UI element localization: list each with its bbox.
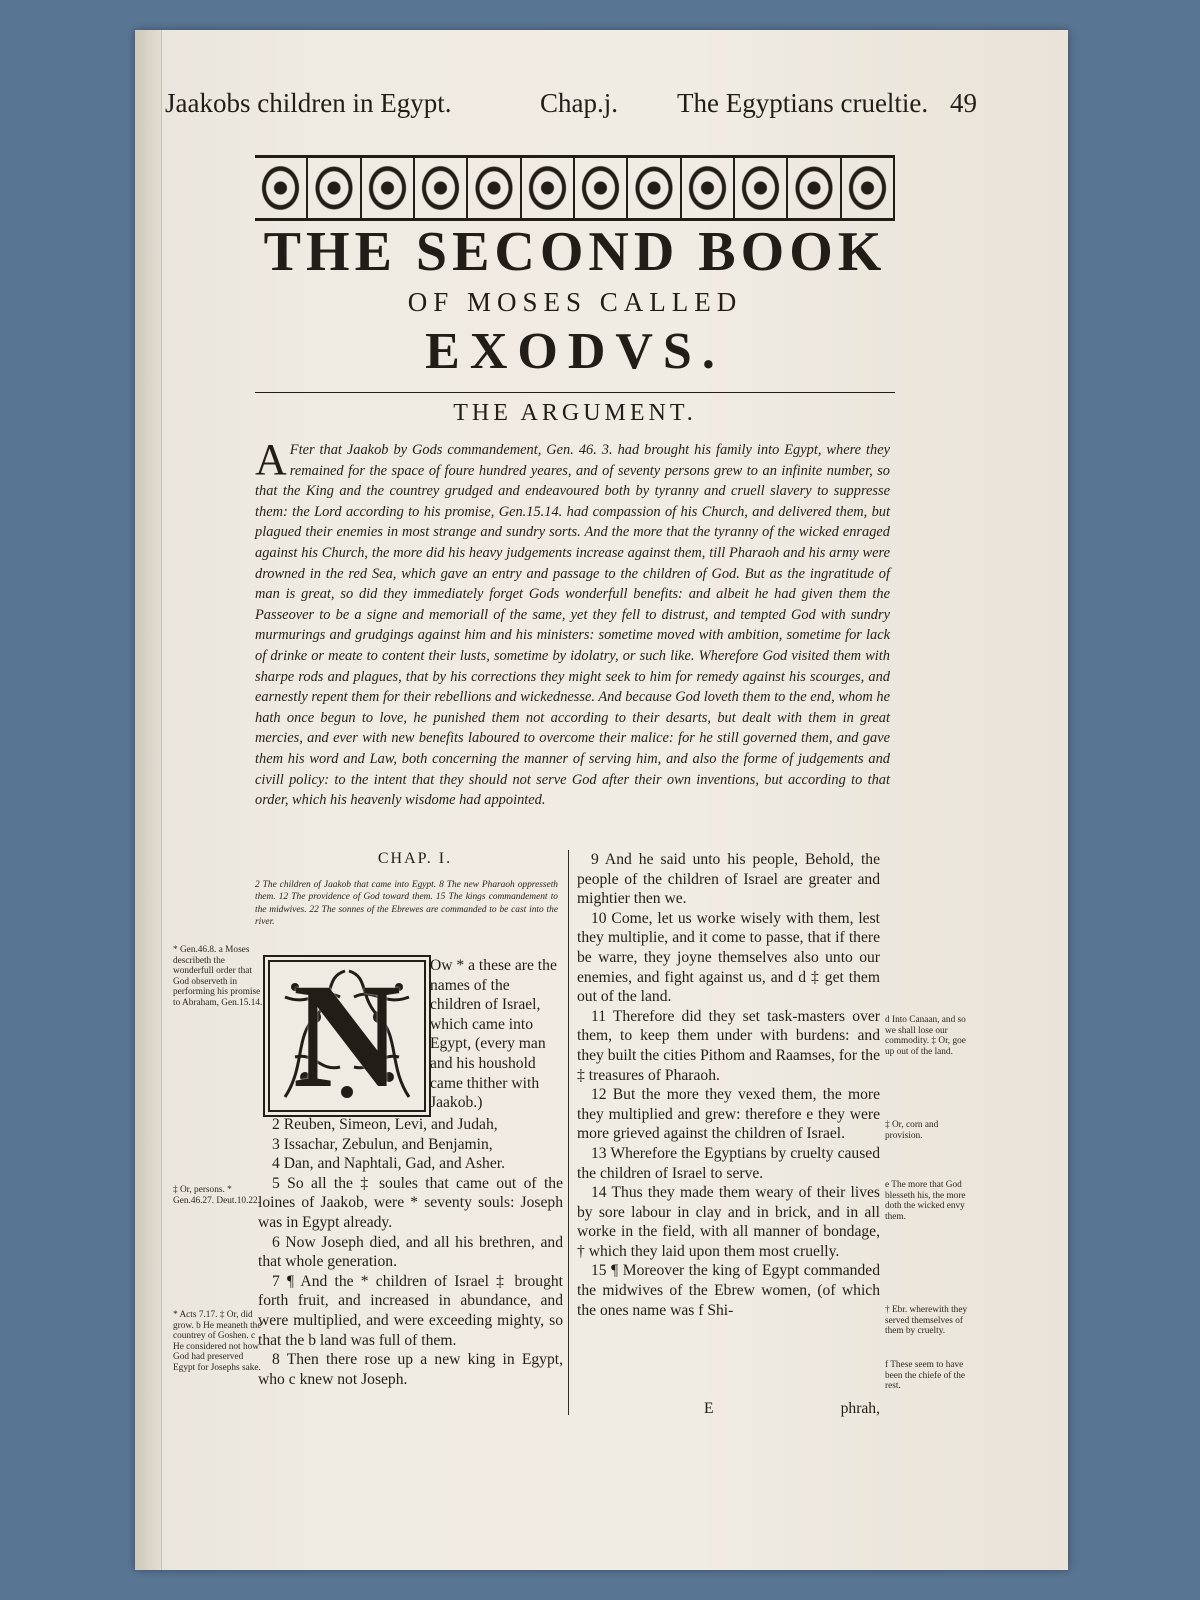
margin-note-left: ‡ Or, persons. * Gen.46.27. Deut.10.22.: [173, 1185, 261, 1206]
title-rule: [255, 392, 895, 393]
right-column-verses: [577, 850, 880, 1320]
verse: 15 ¶ Moreover the king of Egypt commanded the midwives of the Ebrew women, (of which the ones name was f Shi-: [577, 1262, 880, 1319]
chapter-summary: 2 The children of Jaakob that came into Egypt. 8 The new Pharaoh oppresseth them. 12 The providence of God toward them. 15 The kings commandement to the midwives. 22 The sonnes of the Ebrewes are commanded to be cast into the river.: [255, 880, 558, 928]
verse: 12 But the more they vexed them, the more they multiplied and grew: therefore e they were more grieved against the children of Israel.: [577, 1086, 880, 1143]
ornament-tile: [735, 158, 788, 218]
page-footer: [577, 1400, 880, 1418]
verse: 11 Therefore did they set task-masters over them, to keep them under with burdens: and they built the cities Pithom and Raamses, for the ‡ treasures of Pharaoh.: [577, 1007, 880, 1084]
verse: 6 Now Joseph died, and all his brethren, and that whole generation.: [258, 1233, 563, 1271]
book-name: EXODVS.: [425, 323, 725, 380]
margin-note-right: f These seem to have been the chiefe of the rest.: [885, 1360, 966, 1392]
verse: 7 ¶ And the * children of Israel ‡ brought forth fruit, and increased in abundance, and were multiplied, and were exceeding mighty, so that the b land was full of them.: [258, 1272, 563, 1349]
book-page: [135, 30, 1068, 1570]
book-title: THE SECOND BOOK: [263, 221, 887, 283]
argument-paragraph: [255, 435, 890, 811]
argument-heading: THE ARGUMENT.: [453, 400, 697, 426]
dropcap-letter: N: [292, 953, 402, 1119]
ornament-tile: [255, 158, 308, 218]
verse: 10 Come, let us worke wisely with them, lest they multiplie, and it come to passe, that if there be warre, they joyne themselves also unto our enemies, and fight against us, and d ‡ get them out of the land.: [577, 909, 880, 1006]
running-head-right: The Egyptians crueltie.: [677, 88, 929, 118]
ornament-tile: [522, 158, 575, 218]
margin-note-right: † Ebr. wherewith they served themselves of them by cruelty.: [885, 1305, 968, 1337]
ornament-tile: [468, 158, 521, 218]
running-head-chapter: Chap.j.: [540, 88, 618, 118]
ornament-tile: [362, 158, 415, 218]
ornament-tile: [575, 158, 628, 218]
decorated-initial: [263, 955, 431, 1117]
left-column-verses: [258, 1115, 563, 1389]
verse: 13 Wherefore the Egyptians by cruelty caused the children of Israel to serve.: [577, 1144, 880, 1182]
margin-note-left: * Gen.46.8. a Moses describeth the wonderfull order that God observeth in performing his promise to Abraham, Gen.15.14.: [173, 945, 263, 1008]
book-subtitle: OF MOSES CALLED: [407, 287, 743, 317]
verse: 5 So all the ‡ soules that came out of the loines of Jaakob, were * seventy souls: Joseph was in Egypt already.: [258, 1174, 563, 1231]
verse: 2 Reuben, Simeon, Levi, and Judah,: [272, 1116, 498, 1133]
ornament-tile: [682, 158, 735, 218]
verse: 4 Dan, and Naphtali, Gad, and Asher.: [272, 1155, 505, 1173]
ornament-tile: [788, 158, 841, 218]
running-head-left: Jaakobs children in Egypt.: [165, 88, 452, 118]
ornament-band: [255, 155, 895, 221]
verse-1: Ow * a these are the names of the children of Israel, which came into Egypt, (every man and his houshold came thither with Jaakob.): [430, 957, 557, 1112]
margin-note-right: d Into Canaan, and so we shall lose our commodity. ‡ Or, goe up out of the land.: [885, 1015, 966, 1057]
page-number: 49: [950, 88, 977, 118]
catchword: phrah,: [840, 1400, 880, 1417]
ornament-tile: [842, 158, 895, 218]
ornament-tile: [415, 158, 468, 218]
column-divider: [568, 850, 569, 1415]
margin-note-right: e The more that God blesseth his, the more doth the wicked envy them.: [885, 1180, 966, 1222]
chapter-heading: CHAP. I.: [377, 850, 453, 867]
margin-note-right: ‡ Or, corn and provision.: [885, 1120, 939, 1141]
ornament-tile: [628, 158, 681, 218]
verse: 3 Issachar, Zebulun, and Benjamin,: [272, 1135, 493, 1153]
argument-initial: A: [255, 435, 287, 484]
argument-text: Fter that Jaakob by Gods commandement, Gen. 46. 3. had brought his family into Egypt, where they remained for the space of foure hundred yeares, and of seventy persons grew to an infinite number, so that the King and the countrey grudged and endeavoured both by tyranny and cruell slavery to suppresse them: the Lord according to his promise, Gen.15.14. had compassion of his Church, and delivered them, but plagued their enemies in most strange and sundry sorts. And the more that the tyranny of the wicked enraged against his Church, the more did his heavy judgements increase against them, till Pharaoh and his army were drowned in the red Sea, which gave an entry and passage to the children of God. But as the ingratitude of man is great, so did they immediately forget Gods wonderfull benefits: and albeit he had given them the Passeover to be a signe and memoriall of the same, yet they fell to distrust, and tempted God with sundry murmurings and grudgings against him and his ministers: sometime moved with ambition, sometime for lack of drinke or meate to content their lusts, sometime by idolatry, or such like. Wherefore God visited them with sharpe rods and plagues, that by his corrections they might seek to him for remedy against his scourges, and earnestly repent them for their rebellions and wickednesse. And because God loveth them to the end, whom he hath once begun to love, he punished them not according to their desarts, but dealt with them in great mercies, and ever with new benefits laboured to overcome their malice: for he still governed them, and gave them his word and Law, both concerning the manner of serving him, and also the forme of judgements and civill policy: to the intent that they should not serve God after their own inventions, but according to that order, which his heavenly wisdome had appointed.: [255, 442, 890, 809]
ornament-tile: [308, 158, 361, 218]
margin-note-left: * Acts 7.17. ‡ Or, did grow. b He meaneth the countrey of Goshen. c He considered not how God had preserved Egypt for Josephs sake.: [173, 1310, 262, 1373]
verse: 8 Then there rose up a new king in Egypt, who c knew not Joseph.: [258, 1351, 563, 1388]
previous-page-edge: [135, 30, 162, 1570]
verse: 9 And he said unto his people, Behold, the people of the children of Israel are greater and mightier then we.: [577, 851, 880, 908]
signature-mark: E: [704, 1400, 714, 1417]
verse: 14 Thus they made them weary of their lives by sore labour in clay and in brick, and in all worke in the field, with all manner of bondage, † which they laid upon them most cruelly.: [577, 1184, 880, 1260]
